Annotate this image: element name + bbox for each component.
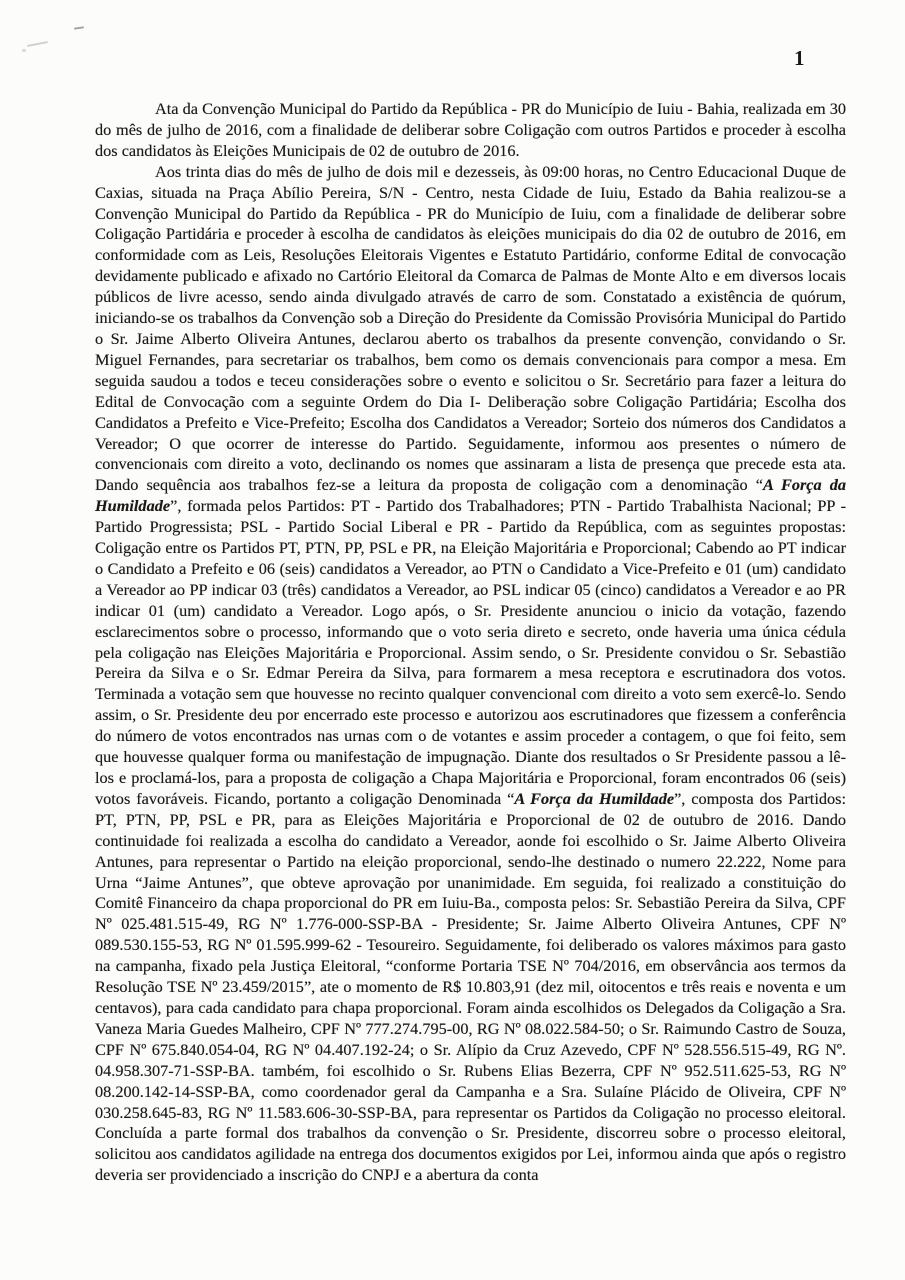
text-segment: ”, formada pelos Partidos: PT - Partido dos Trabalhadores; PTN - Partido Trabalhista Nacional; PP - Partido Progressista; PSL - Partido Social Liberal e PR - Partido da República, com as seguintes propostas: Coligação entre os Partidos PT, PTN, PP, PSL e PR, na Eleição Majoritária e Proporcional; Cabendo ao PT indicar o Candidato a Prefeito e 06 (seis) candidatos a Vereador, ao PTN o Candidato a Vice-Prefeito e 01 (um) candidato a Vereador ao PP indicar 03 (três) candidatos a Vereador, ao PSL indicar 05 (cinco) candidatos a Vereador e ao PR indicar 01 (um) candidato a Vereador. Logo após, o Sr. Presidente anunciou o inicio da votação, fazendo esclarecimentos sobre o processo, informando que o voto seria direto e secreto, onde haveria uma única cédula pela coligação nas Eleições Majoritária e Proporcional. Assim sendo, o Sr. Presidente convidou o Sr. Sebastião Pereira da Silva e o Sr. Edmar Pereira da Silva, para formarem a mesa receptora e escrutinadora dos votos. Terminada a votação sem que houvesse no recinto qualquer convencional com direito a voto sem exercê-lo. Sendo assim, o Sr. Presidente deu por encerrado este processo e autorizou aos escrutinadores que fizessem a conferência do número de votos encontrados nas urnas com o de votantes e assim proceder a contagem, o que foi feito, sem que houvesse qualquer forma ou manifestação de impugnação. Diante dos resultados o Sr Presidente passou a lê-los e proclamá-los, para a proposta de coligação a Chapa Majoritária e Proporcional, foram encontrados 06 (seis) votos favoráveis. Ficando, portanto a coligação Denominada “	[95, 496, 846, 808]
text-segment: Aos trinta dias do mês de julho de dois mil e dezesseis, às 09:00 horas, no Centro Educacional Duque de Caxias, situada na Praça Abílio Pereira, S/N - Centro, nesta Cidade de Iuiu, Estado da Bahia realizou-se a Convenção Municipal do Partido da República - PR do Município de Iuiu, com a finalidade de deliberar sobre Coligação Partidária e proceder à escolha de candidatos às eleições municipais do dia 02 de outubro de 2016, em conformidade com as Leis, Resoluções Eleitorais Vigentes e Estatuto Partidário, conforme Edital de convocação devidamente publicado e afixado no Cartório Eleitoral da Comarca de Palmas de Monte Alto e em diversos locais públicos de livre acesso, sendo ainda divulgado através de carro de som. Constatado a existência de quórum, iniciando-se os trabalhos da Convenção sob a Direção do Presidente da Comissão Provisória Municipal do Partido o Sr. Jaime Alberto Oliveira Antunes, declarou aberto os trabalhos da presente convenção, convidando o Sr. Miguel Fernandes, para secretariar os trabalhos, bem como os demais convencionais para compor a mesa. Em seguida saudou a todos e teceu considerações sobre o evento e solicitou o Sr. Secretário para fazer a leitura do Edital de Convocação com a seguinte Ordem do Dia I- Deliberação sobre Coligação Partidária; Escolha dos Candidatos a Prefeito e Vice-Prefeito; Escolha dos Candidatos a Vereador; Sorteio dos números dos Candidatos a Vereador; O que ocorrer de interesse do Partido. Seguidamente, informou aos presentes o número de convencionais com direito a voto, declinando os nomes que assinaram a lista de presença que precede esta ata. Dando sequência aos trabalhos fez-se a leitura da proposta de coligação com a denominação “	[95, 161, 846, 495]
text-segment: ”, composta dos Partidos: PT, PTN, PP, PSL e PR, para as Eleições Majoritária e Proporcional de 02 de outubro de 2016. Dando continuidade foi realizada a escolha do candidato a Vereador, aonde foi escolhido o Sr. Jaime Alberto Oliveira Antunes, para representar o Partido na eleição proporcional, sendo-lhe destinado o numero 22.222, Nome para Urna “Jaime Antunes”, que obteve aprovação por unanimidade. Em seguida, foi realizado a constituição do Comitê Financeiro da chapa proporcional do PR em Iuiu-Ba., composta pelos: Sr. Sebastião Pereira da Silva, CPF Nº 025.481.515-49, RG Nº 1.776-000-SSP-BA - Presidente; Sr. Jaime Alberto Oliveira Antunes, CPF Nº 089.530.155-53, RG Nº 01.595.999-62 - Tesoureiro. Seguidamente, foi deliberado os valores máximos para gasto na campanha, fixado pela Justiça Eleitoral, “conforme Portaria TSE Nº 704/2016, em observância aos termos da Resolução TSE Nº 23.459/2015”, ate o momento de R$ 10.803,91 (dez mil, oitocentos e três reais e noventa e um centavos), para cada candidato para chapa proporcional. Foram ainda escolhidos os Delegados da Coligação a Sra. Vaneza Maria Guedes Malheiro, CPF Nº 777.274.795-00, RG Nº 08.022.584-50; o Sr. Raimundo Castro de Souza, CPF Nº 675.840.054-04, RG Nº 04.407.192-24; o Sr. Alípio da Cruz Azevedo, CPF Nº 528.556.515-49, RG Nº. 04.958.307-71-SSP-BA. também, foi escolhido o Sr. Rubens Elias Bezerra, CPF Nº 952.511.625-53, RG Nº 08.200.142-14-SSP-BA, como coordenador geral da Campanha e a Sra. Sulaíne Plácido de Oliveira, CPF Nº 030.258.645-83, RG Nº 11.583.606-30-SSP-BA, para representar os Partidos da Coligação no processo eleitoral. Concluída a parte formal dos trabalhos da convenção o Sr. Presidente, discorreu sobre o processo eleitoral, solicitou aos candidatos agilidade na entrega dos documentos exigidos por Lei, informou ainda que após o registro deveria ser providenciado a inscrição do CNPJ e a abertura da conta	[95, 788, 846, 1185]
document-body	[95, 99, 846, 1186]
coalition-name-emphasis: A Força da Humildade	[95, 475, 846, 516]
paragraph	[95, 99, 846, 162]
pencil-mark	[27, 41, 48, 47]
paragraph	[95, 162, 846, 1186]
page-number: 1	[794, 46, 805, 70]
coalition-name-emphasis: A Força da Humildade	[514, 788, 675, 808]
pencil-mark	[22, 49, 26, 52]
pencil-mark	[74, 26, 84, 29]
text-segment: Ata da Convenção Municipal do Partido da República - PR do Município de Iuiu - Bahia, realizada em 30 do mês de julho de 2016, com a finalidade de deliberar sobre Coligação com outros Partidos e proceder à escolha dos candidatos às Eleições Municipais de 02 de outubro de 2016.	[95, 99, 846, 160]
